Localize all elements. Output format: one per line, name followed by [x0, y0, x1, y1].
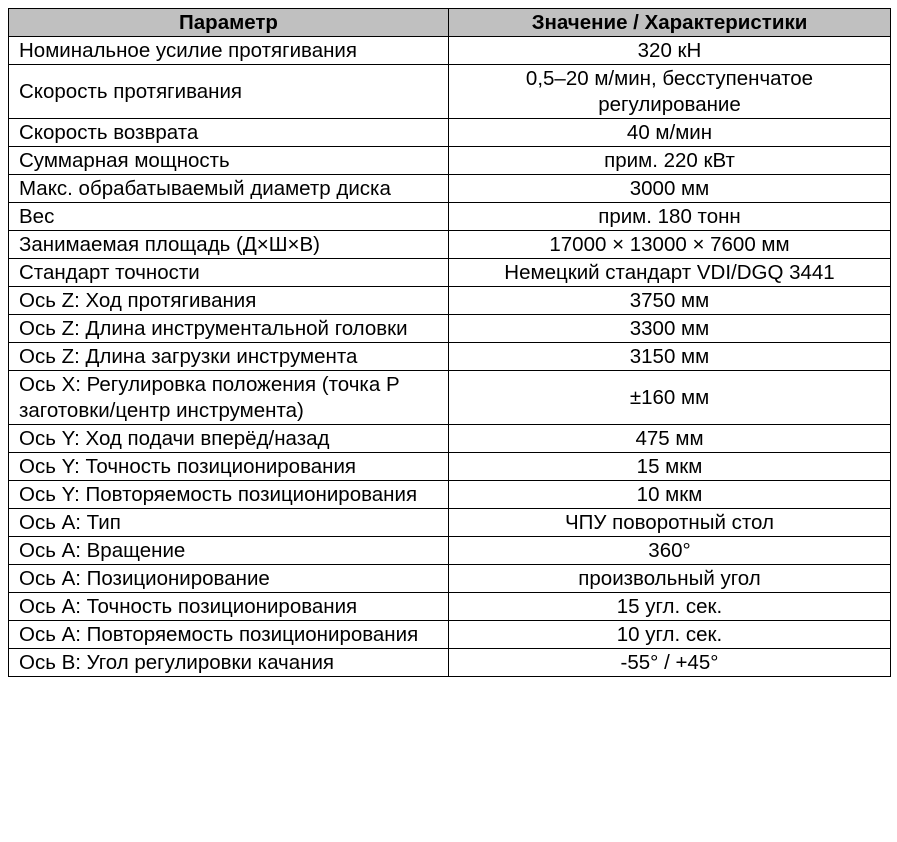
param-cell: Стандарт точности [9, 259, 449, 287]
param-cell: Вес [9, 203, 449, 231]
table-row [9, 649, 891, 677]
value-cell: Немецкий стандарт VDI/DGQ 3441 [449, 259, 891, 287]
param-cell: Суммарная мощность [9, 147, 449, 175]
table-row [9, 203, 891, 231]
value-cell: 3150 мм [449, 343, 891, 371]
table-row [9, 537, 891, 565]
value-cell: 0,5–20 м/мин, бесступенчатое регулирование [449, 65, 891, 119]
value-cell: 320 кН [449, 37, 891, 65]
table-row [9, 343, 891, 371]
param-cell: Ось A: Тип [9, 509, 449, 537]
table-row [9, 175, 891, 203]
param-cell: Ось B: Угол регулировки качания [9, 649, 449, 677]
table-row [9, 147, 891, 175]
param-cell: Ось X: Регулировка положения (точка P заготовки/центр инструмента) [9, 371, 449, 425]
header-row [9, 9, 891, 37]
table-row [9, 287, 891, 315]
param-cell: Ось Z: Длина загрузки инструмента [9, 343, 449, 371]
param-cell: Ось Y: Точность позиционирования [9, 453, 449, 481]
table-row [9, 65, 891, 119]
table-row [9, 565, 891, 593]
value-cell: произвольный угол [449, 565, 891, 593]
header-parameter: Параметр [9, 9, 449, 37]
param-cell: Макс. обрабатываемый диаметр диска [9, 175, 449, 203]
header-value: Значение / Характеристики [449, 9, 891, 37]
value-cell: 475 мм [449, 425, 891, 453]
value-cell: 360° [449, 537, 891, 565]
value-cell: 15 угл. сек. [449, 593, 891, 621]
value-cell: ±160 мм [449, 371, 891, 425]
table-row [9, 37, 891, 65]
table-row [9, 259, 891, 287]
table-row [9, 593, 891, 621]
table-row [9, 481, 891, 509]
param-cell: Номинальное усилие протягивания [9, 37, 449, 65]
value-cell: ЧПУ поворотный стол [449, 509, 891, 537]
value-cell: 10 мкм [449, 481, 891, 509]
value-cell: 3750 мм [449, 287, 891, 315]
value-cell: прим. 220 кВт [449, 147, 891, 175]
value-cell: 17000 × 13000 × 7600 мм [449, 231, 891, 259]
table-row [9, 371, 891, 425]
param-cell: Скорость возврата [9, 119, 449, 147]
param-cell: Ось Z: Ход протягивания [9, 287, 449, 315]
param-cell: Ось A: Вращение [9, 537, 449, 565]
table-row [9, 119, 891, 147]
param-cell: Занимаемая площадь (Д×Ш×В) [9, 231, 449, 259]
table-row [9, 621, 891, 649]
value-cell: прим. 180 тонн [449, 203, 891, 231]
param-cell: Ось A: Повторяемость позиционирования [9, 621, 449, 649]
value-cell: 40 м/мин [449, 119, 891, 147]
value-cell: 10 угл. сек. [449, 621, 891, 649]
value-cell: 15 мкм [449, 453, 891, 481]
value-cell: 3300 мм [449, 315, 891, 343]
param-cell: Ось Z: Длина инструментальной головки [9, 315, 449, 343]
param-cell: Ось A: Точность позиционирования [9, 593, 449, 621]
table-row [9, 453, 891, 481]
param-cell: Ось A: Позиционирование [9, 565, 449, 593]
table-row [9, 425, 891, 453]
table-row [9, 231, 891, 259]
param-cell: Ось Y: Повторяемость позиционирования [9, 481, 449, 509]
value-cell: 3000 мм [449, 175, 891, 203]
table-row [9, 509, 891, 537]
param-cell: Скорость протягивания [9, 65, 449, 119]
table-row [9, 315, 891, 343]
spec-table [8, 8, 891, 677]
param-cell: Ось Y: Ход подачи вперёд/назад [9, 425, 449, 453]
value-cell: -55° / +45° [449, 649, 891, 677]
